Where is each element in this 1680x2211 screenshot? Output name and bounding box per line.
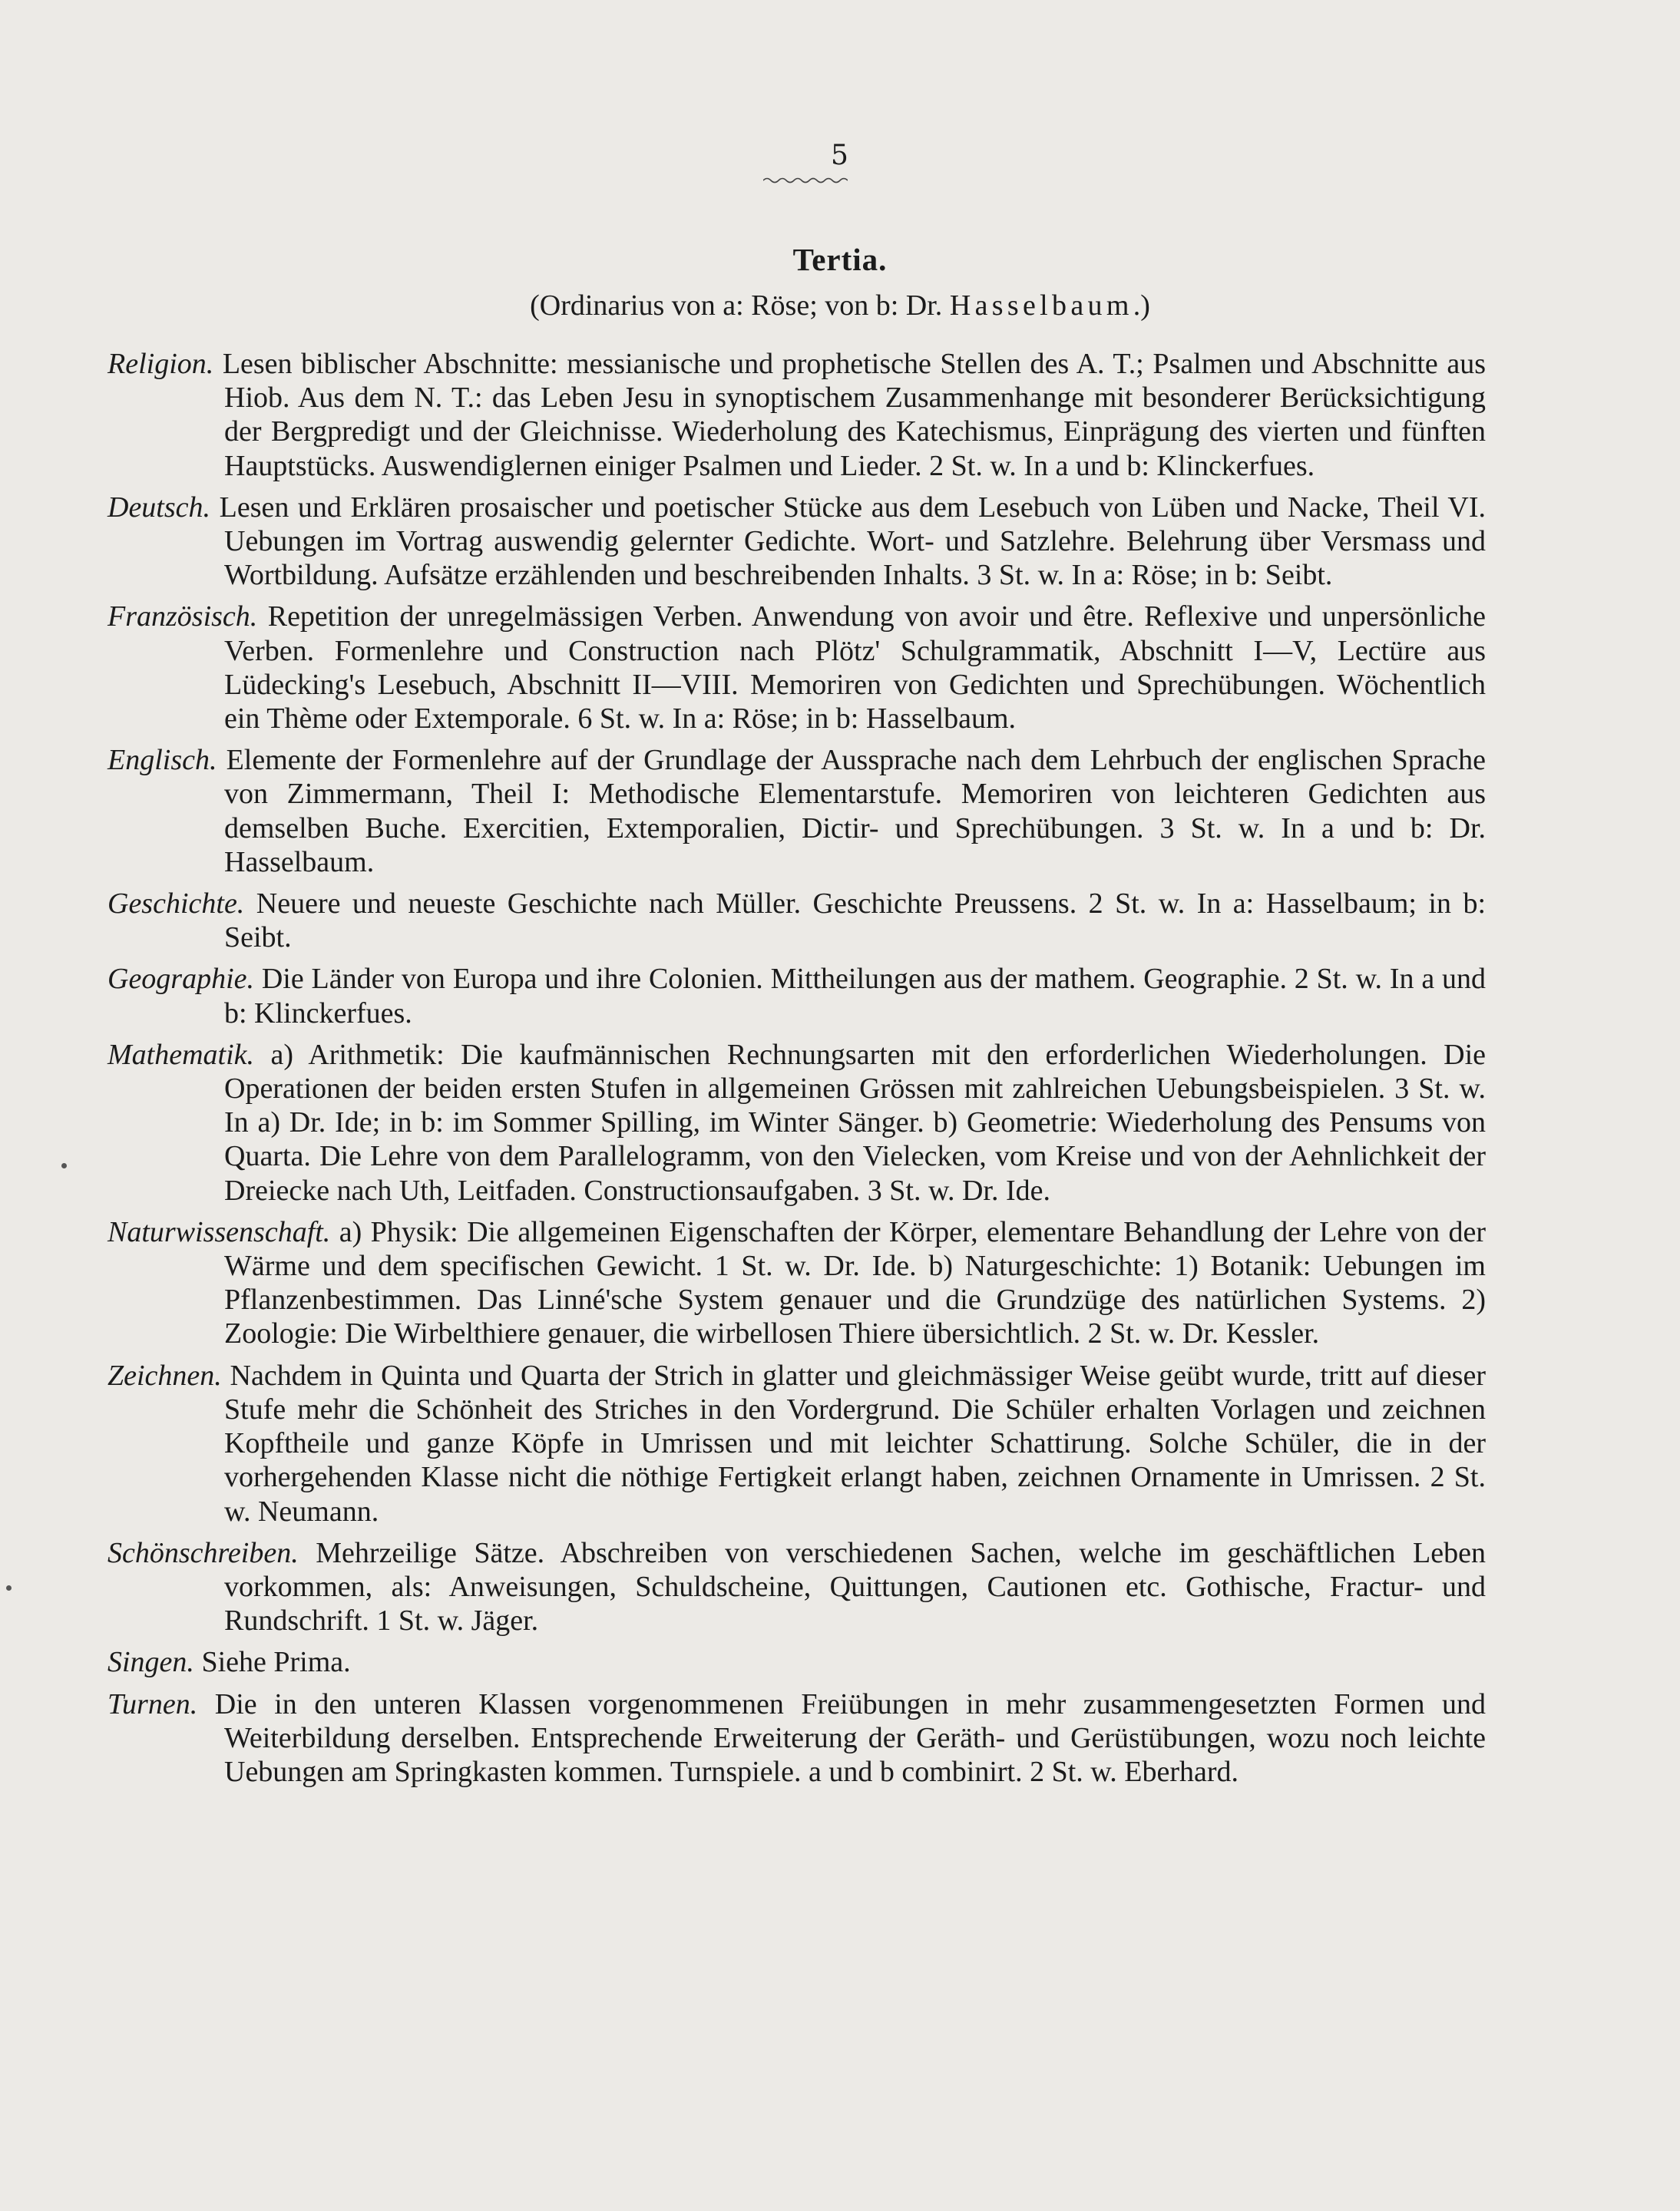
subject-label: Zeichnen.	[107, 1359, 222, 1392]
subject-label: Schönschreiben.	[107, 1536, 299, 1569]
section-text: Lesen biblischer Abschnitte: messianische und prophetische Stellen des A. T.; Psalmen und Abschnitte aus Hiob. Aus dem N. T.: das Leben Jesu in synoptischem Zusammenhange mit besonderer Berücksichtigung der Bergpredigt und der Gleichnisse. Wiederholung des Katechismus, Einprägung des vierten und fünften Hauptstücks. Auswendiglernen einiger Psalmen und Lieder. 2 St. w. In a und b: Klinckerfues.	[222, 348, 1486, 482]
section-schoenschreiben	[107, 1536, 1486, 1638]
subject-label: Deutsch.	[107, 491, 211, 524]
subject-label: Religion.	[107, 348, 214, 380]
section-text: Mehrzeilige Sätze. Abschreiben von verschiedenen Sachen, welche im geschäftlichen Leben vorkommen, als: Anweisungen, Schuldscheine, Quittungen, Cautionen etc. Gothische, Fractur- und Rundschrift. 1 St. w. Jäger.	[224, 1536, 1486, 1638]
subtitle-suffix: .)	[1133, 289, 1150, 322]
wavy-rule-ornament	[763, 175, 848, 186]
subtitle-ordinarius	[0, 289, 1680, 322]
subject-label: Französisch.	[107, 600, 258, 633]
section-singen	[107, 1645, 1486, 1679]
section-text: Neuere und neueste Geschichte nach Müller. Geschichte Preussens. 2 St. w. In a: Hasselbaum; in b: Seibt.	[224, 887, 1487, 954]
subject-label: Naturwissenschaft.	[107, 1215, 331, 1248]
section-geographie	[107, 962, 1486, 1029]
subject-label: Geographie.	[107, 963, 255, 996]
subject-label: Mathematik.	[107, 1038, 255, 1071]
section-text: a) Arithmetik: Die kaufmännischen Rechnungsarten mit den erforderlichen Wiederholungen. Die Operationen der beiden ersten Stufen in allgemeinen Grössen mit zahlreichen Uebungsbeispielen. 3 St. w. In a) Dr. Ide; in b: im Sommer Spilling, im Winter Sänger. b) Geometrie: Wiederholung des Pensums von Quarta. Die Lehre von dem Parallelogramm, von den Vielecken, vom Kreise und von der Aehnlichkeit der Dreiecke nach Uth, Leitfaden. Constructionsaufgaben. 3 St. w. Dr. Ide.	[224, 1038, 1487, 1207]
margin-speck	[6, 1585, 12, 1591]
subject-label: Turnen.	[107, 1687, 198, 1720]
subtitle-name: Hasselbaum	[949, 289, 1133, 322]
curriculum-content	[107, 347, 1486, 1796]
section-text: Repetition der unregelmässigen Verben. Anwendung von avoir und être. Reflexive und unpersönliche Verben. Formenlehre und Construction nach Plötz' Schulgrammatik, Abschnitt I—V, Lectüre aus Lüdecking's Lesebuch, Abschnitt II—VIII. Memoriren von Gedichten und Sprechübungen. Wöchentlich ein Thème oder Extemporale. 6 St. w. In a: Röse; in b: Hasselbaum.	[224, 600, 1486, 735]
page-title: Tertia.	[792, 242, 888, 277]
subject-label: Englisch.	[107, 744, 217, 777]
section-religion	[107, 347, 1486, 483]
section-naturwissenschaft	[107, 1215, 1486, 1351]
subject-label: Geschichte.	[107, 887, 245, 920]
page-number: 5	[831, 140, 849, 171]
section-text: Siehe Prima.	[201, 1646, 351, 1679]
section-englisch	[107, 743, 1486, 879]
section-text: Elemente der Formenlehre auf der Grundlage der Aussprache nach dem Lehrbuch der englischen Sprache von Zimmermann, Theil I: Methodische Elementarstufe. Memoriren von leichteren Gedichten aus demselben Buche. Exercitien, Extemporalien, Dictir- und Sprechübungen. 3 St. w. In a und b: Dr. Hasselbaum.	[224, 744, 1486, 878]
margin-speck	[61, 1163, 67, 1168]
subtitle-prefix: (Ordinarius von a: Röse; von b: Dr.	[530, 289, 950, 322]
section-text: a) Physik: Die allgemeinen Eigenschaften der Körper, elementare Behandlung der Lehre von der Wärme und dem specifischen Gewicht. 1 St. w. Dr. Ide. b) Naturgeschichte: 1) Botanik: Uebungen im Pflanzenbestimmen. Das Linné'sche System genauer und die Grundzüge des natürlichen Systems. 2) Zoologie: Die Wirbelthiere genauer, die wirbellosen Thiere übersichtlich. 2 St. w. Dr. Kessler.	[224, 1215, 1486, 1350]
section-zeichnen	[107, 1359, 1486, 1529]
subject-label: Singen.	[107, 1646, 194, 1679]
section-geschichte	[107, 887, 1486, 954]
section-franzoesisch	[107, 600, 1486, 735]
section-deutsch	[107, 491, 1486, 593]
section-mathematik	[107, 1038, 1486, 1208]
section-turnen	[107, 1687, 1486, 1790]
section-text: Lesen und Erklären prosaischer und poetischer Stücke aus dem Lesebuch von Lüben und Nacke, Theil VI. Uebungen im Vortrag auswendig gelernter Gedichte. Wort- und Satzlehre. Belehrung über Versmass und Wortbildung. Aufsätze erzählenden und beschreibenden Inhalts. 3 St. w. In a: Röse; in b: Seibt.	[219, 491, 1486, 592]
section-text: Die Länder von Europa und ihre Colonien. Mittheilungen aus der mathem. Geographie. 2 St. w. In a und b: Klinckerfues.	[224, 963, 1486, 1029]
section-text: Nachdem in Quinta und Quarta der Strich in glatter und gleichmässiger Weise geübt wurde, tritt auf dieser Stufe mehr die Schönheit des Striches in den Vordergrund. Die Schüler erhalten Vorlagen und zeichnen Kopftheile und ganze Köpfe in Umrissen und mit leichter Schattirung. Solche Schüler, die in der vorhergehenden Klasse nicht die nöthige Fertigkeit erlangt haben, zeichnen Ornamente in Umrissen. 2 St. w. Neumann.	[224, 1359, 1486, 1528]
section-text: Die in den unteren Klassen vorgenommenen Freiübungen in mehr zusammengesetzten Formen und Weiterbildung derselben. Entsprechende Erweiterung der Geräth- und Gerüstübungen, wozu noch leichte Uebungen am Springkasten kommen. Turnspiele. a und b combinirt. 2 St. w. Eberhard.	[214, 1687, 1487, 1788]
